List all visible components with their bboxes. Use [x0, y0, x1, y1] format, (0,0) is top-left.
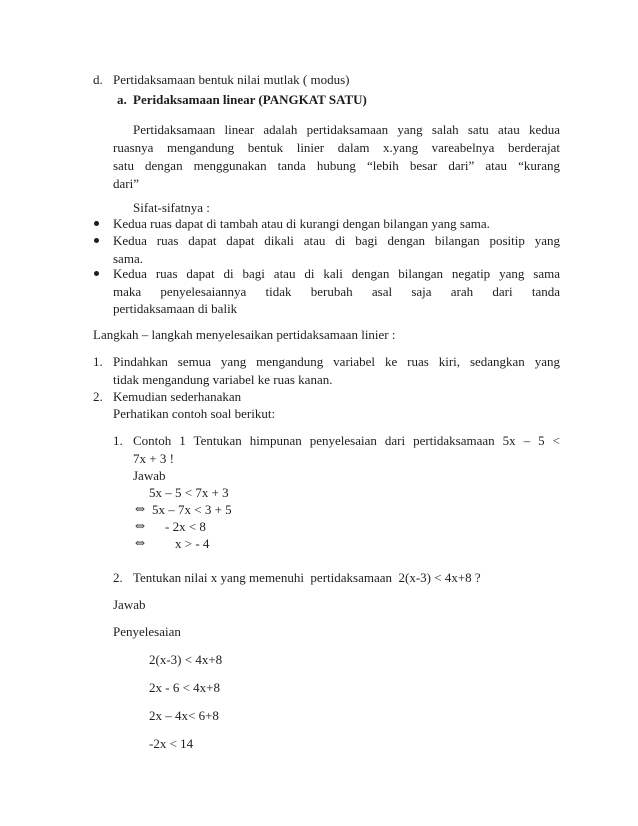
- step-expression: - 2x < 8: [165, 519, 206, 534]
- question-line: Contoh 1 Tentukan himpunan penyelesaian dari pertidaksamaan 5x – 5 <: [133, 433, 560, 448]
- step-line: tidak mengandung variabel ke ruas kanan.: [113, 371, 333, 387]
- section-d-title: Pertidaksamaan bentuk nilai mutlak ( modus): [113, 72, 350, 87]
- solution-step: [133, 501, 353, 518]
- example-1-answer-label: Jawab: [133, 468, 166, 483]
- list-marker: 2.: [113, 570, 123, 585]
- list-marker: a.: [117, 92, 127, 107]
- solution-step: [133, 518, 353, 535]
- solution-step: 2x - 6 < 4x+8: [149, 680, 220, 695]
- example-2-solution-steps: [149, 651, 349, 763]
- step-expression: x > - 4: [175, 536, 210, 551]
- step-line: Pindahkan semua yang mengandung variabel ke ruas kiri, sedangkan yang: [113, 354, 560, 369]
- bullet-line: Kedua ruas dapat dapat dikali atau di bagi dengan bilangan positip yang: [113, 233, 560, 248]
- bullet-line: Kedua ruas dapat di tambah atau di kurangi dengan bilangan yang sama.: [113, 216, 490, 231]
- bullet-icon: [94, 271, 99, 276]
- example-1-question: [113, 432, 560, 467]
- step-expression: 5x – 5 < 7x + 3: [149, 485, 229, 500]
- bullet-line: maka penyelesaiannya tidak berubah asal saja arah dari tanda: [113, 283, 560, 299]
- bullet-line: Kedua ruas dapat di bagi atau di kali dengan bilangan negatip yang sama: [113, 266, 560, 281]
- list-marker: 1.: [113, 433, 123, 448]
- solution-step: 2x – 4x< 6+8: [149, 708, 219, 723]
- step-line: Kemudian sederhanakan: [113, 389, 242, 404]
- solution-step: [133, 535, 353, 552]
- paragraph-line: Pertidaksamaan linear adalah pertidaksamaan yang salah satu atau kedua: [133, 122, 560, 137]
- example-2-question: [113, 569, 481, 587]
- equivalence-arrow-icon: ⇔: [135, 536, 146, 550]
- solution-step: 2(x-3) < 4x+8: [149, 652, 223, 667]
- steps-heading: Langkah – langkah menyelesaikan pertidaksamaan linier :: [93, 327, 396, 342]
- equivalence-arrow-icon: ⇔: [135, 519, 146, 533]
- property-bullet: [113, 265, 560, 318]
- subsection-a-heading: [117, 91, 367, 109]
- paragraph-line: ruasnya mengandung bentuk linier dalam x.yang vareabelnya berderajat: [113, 140, 560, 155]
- list-marker: d.: [93, 72, 103, 87]
- question-line: Tentukan nilai x yang memenuhi pertidaksamaan 2(x-3) < 4x+8 ?: [133, 570, 481, 585]
- step-expression: 5x – 7x < 3 + 5: [152, 502, 232, 517]
- subsection-a-title: Peridaksamaan linear (PANGKAT SATU): [133, 92, 367, 107]
- property-bullet: [113, 215, 560, 233]
- solution-step: -2x < 14: [149, 736, 194, 751]
- question-line: 7x + 3 !: [133, 450, 174, 466]
- step-item: [93, 353, 560, 388]
- properties-heading: Sifat-sifatnya :: [133, 200, 210, 215]
- equivalence-arrow-icon: ⇔: [135, 502, 146, 516]
- bullet-icon: [94, 238, 99, 243]
- list-marker: 2.: [93, 389, 103, 404]
- example-1-solution-steps: [133, 484, 353, 552]
- solution-step: [133, 484, 353, 501]
- paragraph-line: satu dengan menggunakan tanda hubung “lebih besar dari” atau “kurang: [113, 158, 560, 173]
- step-item: [93, 388, 242, 406]
- definition-paragraph: [113, 121, 560, 193]
- bullet-line: sama.: [113, 250, 143, 266]
- example-2-answer-label: Jawab: [113, 597, 146, 612]
- bullet-icon: [94, 221, 99, 226]
- list-marker: 1.: [93, 354, 103, 369]
- example-2-solution-label: Penyelesaian: [113, 624, 181, 639]
- bullet-line: pertidaksamaan di balik: [113, 301, 238, 316]
- paragraph-line: dari”: [113, 176, 139, 191]
- examples-intro: Perhatikan contoh soal berikut:: [113, 406, 276, 421]
- section-d-heading: [93, 71, 350, 89]
- property-bullet: [113, 232, 560, 267]
